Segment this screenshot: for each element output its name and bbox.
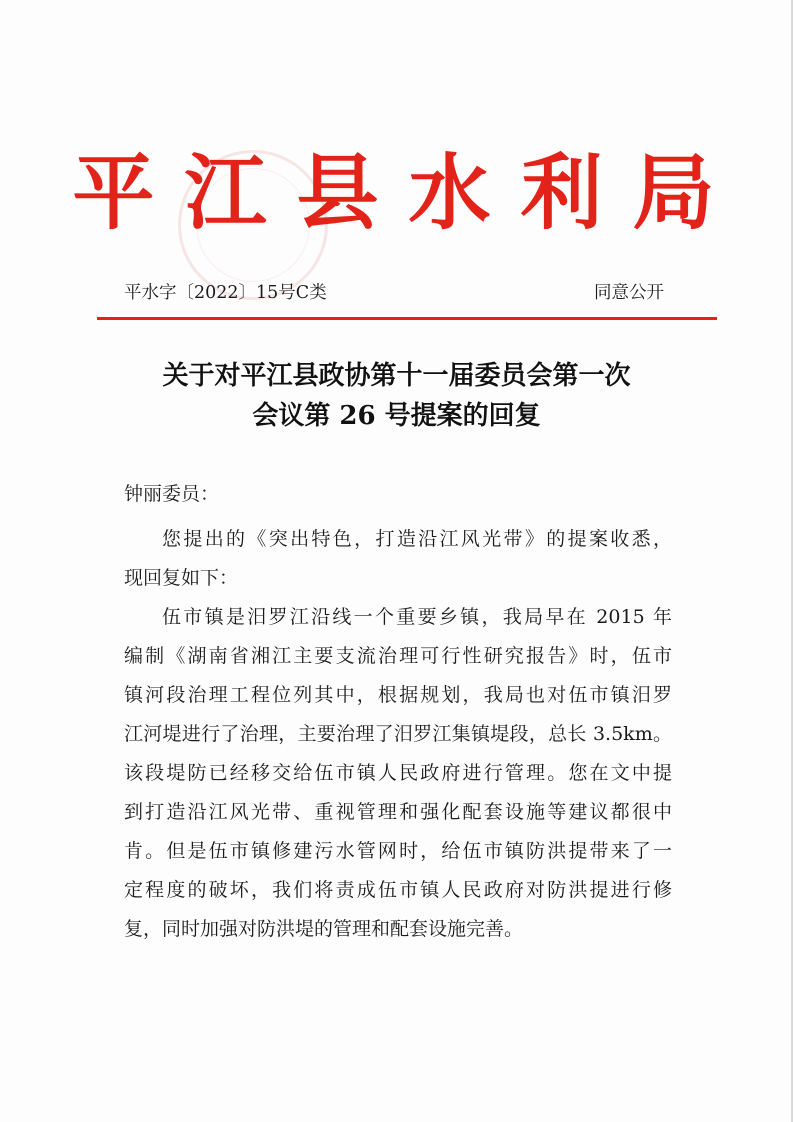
document-number: 平水字〔2022〕15号C类 xyxy=(124,283,327,303)
paragraph-2-line-7: 肯。但是伍市镇修建污水管网时，给伍市镇防洪提带来了一 xyxy=(124,840,672,862)
document-title-line-1: 关于对平江县政协第十一届委员会第一次 xyxy=(162,361,631,391)
paragraph-2-line-2: 编制《湖南省湘江主要支流治理可行性研究报告》时，伍市 xyxy=(124,645,672,667)
paragraph-2-line-1: 伍市镇是汨罗江沿线一个重要乡镇，我局早在 2015 年 xyxy=(162,606,672,628)
paragraph-2-line-9: 复，同时加强对防洪堤的管理和配套设施完善。 xyxy=(124,918,524,940)
paragraph-1-line-2: 现回复如下： xyxy=(124,567,239,589)
paragraph-2-line-3: 镇河段治理工程位列其中，根据规划，我局也对伍市镇汨罗 xyxy=(124,684,672,706)
issuer-title: 平江县水利局 xyxy=(72,145,745,241)
paragraph-2-line-6: 到打造沿江风光带、重视管理和强化配套设施等建议都很中 xyxy=(124,801,672,823)
red-divider-line xyxy=(97,317,717,320)
paragraph-2-line-8: 定程度的破坏，我们将责成伍市镇人民政府对防洪提进行修 xyxy=(124,879,672,901)
disclosure-status: 同意公开 xyxy=(594,283,664,303)
paragraph-2-line-4: 江河堤进行了治理，主要治理了汨罗江集镇堤段，总长 3.5km。 xyxy=(124,723,672,745)
paragraph-2-line-5: 该段堤防已经移交给伍市镇人民政府进行管理。您在文中提 xyxy=(124,762,672,784)
salutation: 钟丽委员： xyxy=(124,483,220,505)
document-title-line-2: 会议第 26 号提案的回复 xyxy=(252,401,541,431)
paragraph-1-line-1: 您提出的《突出特色，打造沿江风光带》的提案收悉， xyxy=(162,528,672,550)
